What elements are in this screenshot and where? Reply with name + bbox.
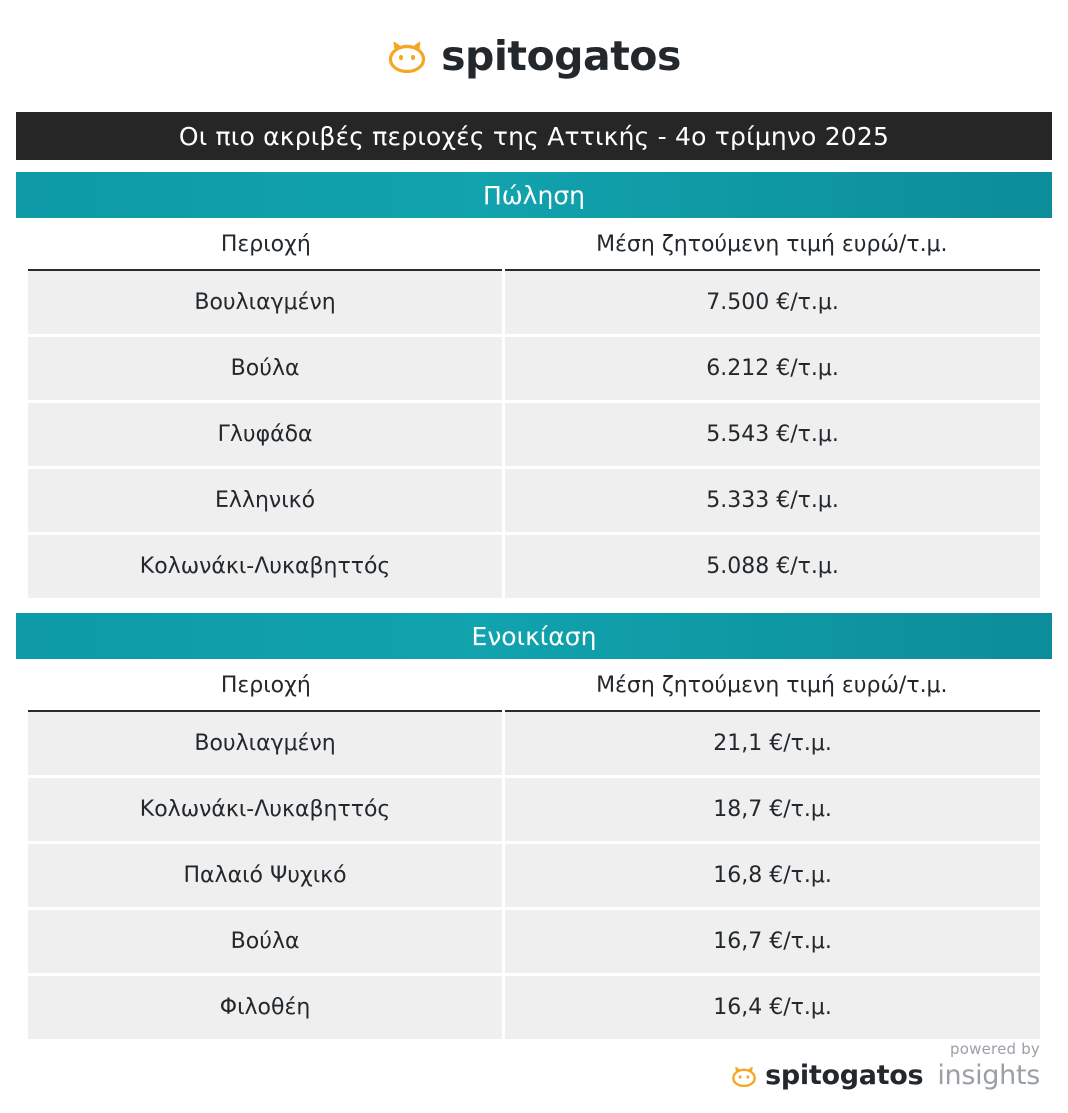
cell-price: 7.500 €/τ.μ.: [504, 270, 1040, 336]
section-band-rent-label: Ενοικίαση: [471, 621, 597, 651]
column-header-area: Περιοχή: [28, 218, 504, 270]
table-row: [28, 468, 1040, 534]
cell-area: Φιλοθέη: [28, 975, 504, 1041]
section-band-rent: [16, 613, 1052, 659]
table-row: [28, 777, 1040, 843]
column-header-area: Περιοχή: [28, 659, 504, 711]
footer-brand-name: spitogatos: [765, 1060, 924, 1091]
column-header-price: Μέση ζητούμενη τιμή ευρώ/τ.μ.: [504, 659, 1040, 711]
cell-price: 16,7 €/τ.μ.: [504, 909, 1040, 975]
table-row: [28, 711, 1040, 777]
cat-face-icon: [731, 1065, 757, 1087]
cell-area: Βούλα: [28, 909, 504, 975]
cell-area: Κολωνάκι-Λυκαβηττός: [28, 777, 504, 843]
table-row: [28, 402, 1040, 468]
section-band-sale-label: Πώληση: [482, 180, 586, 210]
table-header-row: [28, 659, 1040, 711]
table-row: [28, 534, 1040, 600]
cell-price: 18,7 €/τ.μ.: [504, 777, 1040, 843]
cell-area: Ελληνικό: [28, 468, 504, 534]
table-row: [28, 843, 1040, 909]
footer-brand: [731, 1060, 1040, 1091]
table-row: [28, 336, 1040, 402]
page-title: [16, 112, 1052, 160]
cell-price: 6.212 €/τ.μ.: [504, 336, 1040, 402]
powered-by-label: powered by: [950, 1040, 1040, 1058]
footer: [731, 1040, 1040, 1091]
cat-face-icon: [387, 39, 427, 73]
page-title-text: Οι πιο ακριβές περιοχές της Αττικής - 4ο τρίμηνο 2025: [178, 121, 890, 151]
footer-product-name: insights: [937, 1060, 1040, 1091]
table-row: [28, 975, 1040, 1041]
brand-name: spitogatos: [441, 32, 681, 80]
cell-area: Γλυφάδα: [28, 402, 504, 468]
cell-price: 5.333 €/τ.μ.: [504, 468, 1040, 534]
cell-price: 16,8 €/τ.μ.: [504, 843, 1040, 909]
column-header-price: Μέση ζητούμενη τιμή ευρώ/τ.μ.: [504, 218, 1040, 270]
cell-price: 5.088 €/τ.μ.: [504, 534, 1040, 600]
cell-price: 5.543 €/τ.μ.: [504, 402, 1040, 468]
brand-header: [8, 0, 1060, 112]
cell-area: Βουλιαγμένη: [28, 270, 504, 336]
table-header-row: [28, 218, 1040, 270]
cell-price: 21,1 €/τ.μ.: [504, 711, 1040, 777]
cell-area: Βουλιαγμένη: [28, 711, 504, 777]
table-rent: [28, 659, 1040, 1042]
table-row: [28, 270, 1040, 336]
cell-area: Βούλα: [28, 336, 504, 402]
table-sale: [28, 218, 1040, 601]
section-band-sale: [16, 172, 1052, 218]
cell-price: 16,4 €/τ.μ.: [504, 975, 1040, 1041]
table-row: [28, 909, 1040, 975]
cell-area: Κολωνάκι-Λυκαβηττός: [28, 534, 504, 600]
cell-area: Παλαιό Ψυχικό: [28, 843, 504, 909]
